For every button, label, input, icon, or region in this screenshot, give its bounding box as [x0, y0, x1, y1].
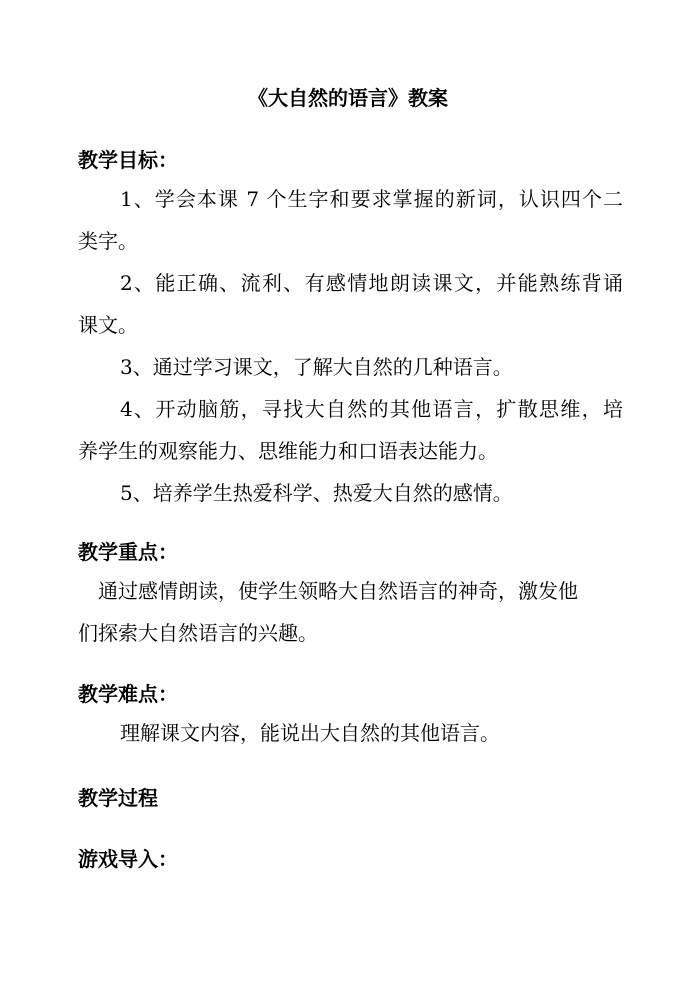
- objective-item-3: [78, 346, 623, 388]
- document-title: 《大自然的语言》教案: [248, 86, 448, 110]
- key-points-text: [78, 570, 623, 654]
- difficulties-line-1: 理解课文内容，能说出大自然的其他语言。: [120, 721, 500, 745]
- objective-item-5: [78, 472, 623, 514]
- objective-item-5-line-1: 5、培养学生热爱科学、热爱大自然的感情。: [120, 481, 513, 505]
- objective-item-2-line-2: 课文。: [78, 313, 138, 337]
- difficulties-heading: 教学难点：: [78, 682, 178, 706]
- objectives-heading: 教学目标：: [78, 148, 178, 172]
- objective-item-2: [78, 262, 623, 346]
- process-heading: 教学过程: [78, 786, 158, 810]
- key-points-line-1: 通过感情朗读，使学生领略大自然语言的神奇，激发他: [98, 579, 578, 603]
- objective-item-4-line-1: 4、开动脑筋，寻找大自然的其他语言，扩散思维，培: [120, 397, 623, 421]
- key-points-heading: 教学重点：: [78, 540, 178, 564]
- key-points-line-2: 们探索大自然语言的兴趣。: [78, 621, 318, 645]
- objective-item-1-line-2: 类字。: [78, 229, 138, 253]
- objective-item-1: [78, 178, 623, 262]
- objective-item-4-line-2: 养学生的观察能力、思维能力和口语表达能力。: [78, 439, 498, 463]
- objective-item-4: [78, 388, 623, 472]
- difficulties-text: [78, 712, 623, 754]
- intro-heading: 游戏导入：: [78, 847, 178, 871]
- objective-item-2-line-1: 2、能正确、流利、有感情地朗读课文，并能熟练背诵: [120, 271, 623, 295]
- objective-item-1-line-1: 1、学会本课 7 个生字和要求掌握的新词，认识四个二: [120, 187, 623, 211]
- objective-item-3-line-1: 3、通过学习课文，了解大自然的几种语言。: [120, 355, 513, 379]
